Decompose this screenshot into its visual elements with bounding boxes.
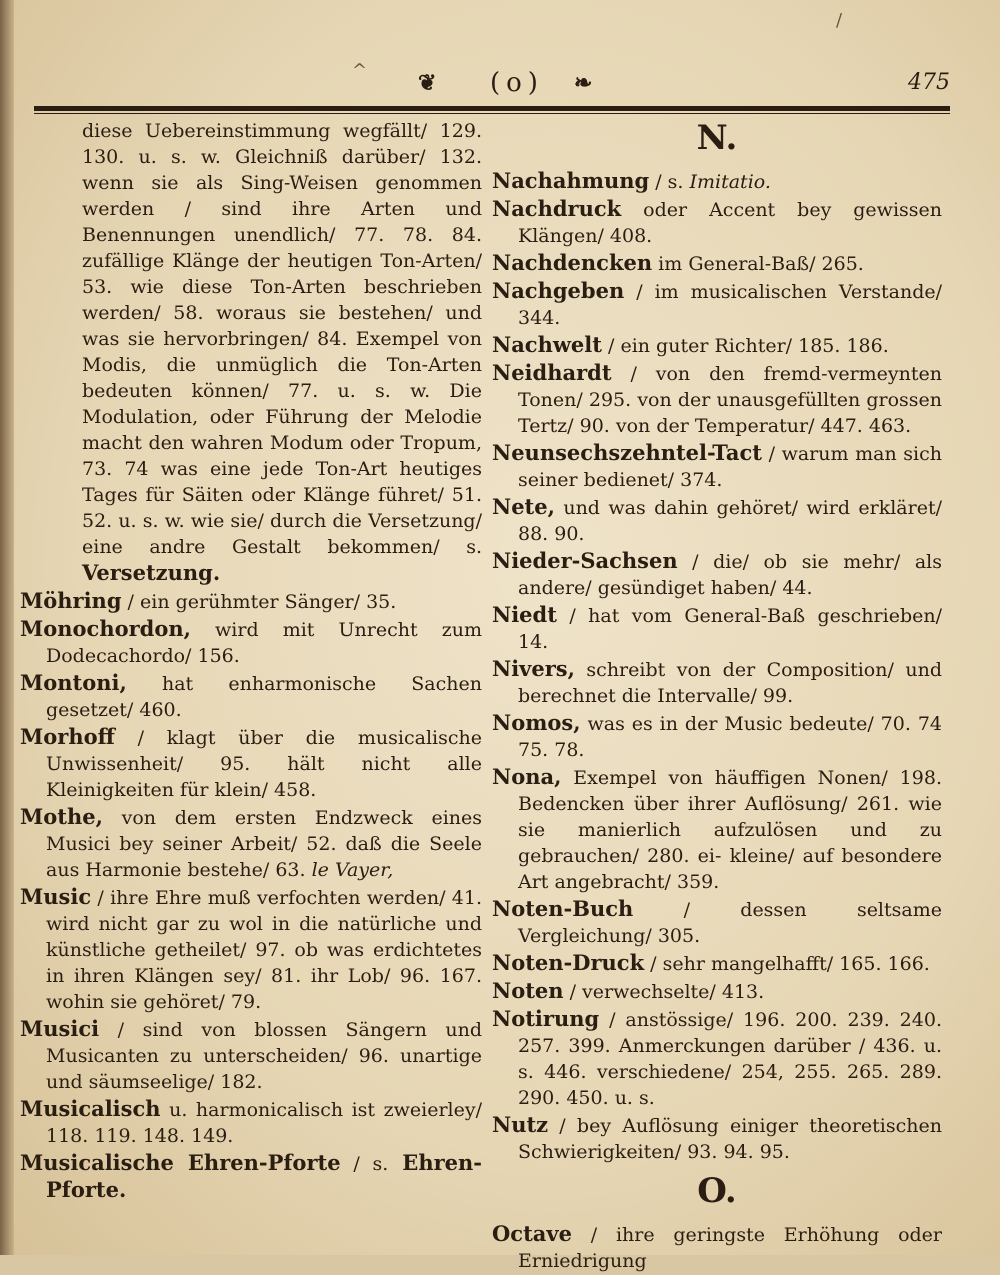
index-entry xyxy=(492,950,942,977)
entry-term: Neidhardt xyxy=(492,360,612,385)
index-entries-n xyxy=(492,168,942,1165)
index-entry xyxy=(492,278,942,331)
entry-term: Monochordon, xyxy=(20,616,191,641)
entry-text: / dessen seltsame Vergleichung/ 305. xyxy=(518,899,942,947)
entry-text: Exempel von häuffigen Nonen/ 198. Bedencken über ihrer Auflösung/ 261. wie sie manierlich aufzulösen und zu gebrauchen/ 280. ei- kleine/ auf besondere Art angebracht/ 359. xyxy=(518,767,942,893)
entry-term: Noten-Druck xyxy=(492,950,645,975)
continued-entry: diese Uebereinstimmung wegfällt/ 129. 130. u. s. w. Gleichniß darüber/ 132. wenn sie als Sing-Weisen genommen werden / sind ihre Arten und Benennungen unendlich/ 77. 78. 84. zufällige Klänge der heutigen Ton-Arten/ 53. wie diese Ton-Arten beschrieben werden/ 58. woraus sie bestehen/ und was sie hervorbringen/ 84. Exempel von Modis, die unmüglich die Ton-Arten bedeuten können/ 77. u. s. w. Die Modulation, oder Führung der Melodie macht den wahren Modum oder Tropum, 73. 74 was eine jede Ton-Art heutiges Tages für Säiten oder Klänge führet/ 51. 52. u. s. w. wie sie/ durch die Versetzung/ eine andre Gestalt bekommen/ s. Versetzung. xyxy=(82,120,482,585)
index-entry xyxy=(492,656,942,709)
entry-term: Mothe, xyxy=(20,804,103,829)
index-entry xyxy=(492,196,942,249)
index-entries-o xyxy=(492,1221,942,1274)
entry-text: / ein guter Richter/ 185. 186. xyxy=(601,335,889,357)
entry-term: Morhoff xyxy=(20,724,115,749)
entry-text: / s. xyxy=(649,171,684,193)
index-entry xyxy=(20,670,482,723)
entry-term: Music xyxy=(20,884,92,909)
entry-text: im General-Baß/ 265. xyxy=(652,253,864,275)
entry-term: Musicalisch xyxy=(20,1096,161,1121)
section-letter-n: N. xyxy=(696,118,738,158)
entry-text: schreibt von der Composition/ und berechnet die Intervalle/ 99. xyxy=(518,659,942,707)
entry-term: Nachdruck xyxy=(492,196,622,221)
page-binding-edge xyxy=(0,0,14,1255)
entry-text: / ihre geringste Erhöhung oder Erniedrigung xyxy=(518,1224,942,1272)
ornament-left-icon: ❦ xyxy=(418,70,437,96)
entry-term: Nachahmung xyxy=(492,168,650,193)
entry-text: oder Accent bey gewissen Klängen/ 408. xyxy=(518,199,942,247)
margin-mark: / xyxy=(836,10,843,31)
index-entry xyxy=(492,494,942,547)
entry-italic-text: le Vayer, xyxy=(305,859,394,881)
left-column xyxy=(20,118,482,1205)
index-entry xyxy=(492,978,942,1005)
index-entry xyxy=(492,710,942,763)
ornament-right-icon: ❧ xyxy=(574,70,593,96)
entry-text: / die/ ob sie mehr/ als andere/ gesündiget haben/ 44. xyxy=(518,551,942,599)
index-entries-m xyxy=(20,588,482,1204)
entry-term: Nomos, xyxy=(492,710,581,735)
entry-text: / sehr mangelhafft/ 165. 166. xyxy=(644,953,930,975)
cross-reference: Ehren-Pforte. xyxy=(46,1150,482,1202)
index-entry xyxy=(492,1006,942,1111)
entry-term: Nachwelt xyxy=(492,332,602,357)
entry-text: was es in der Music bedeute/ 70. 74 75. 78. xyxy=(518,713,942,761)
index-entry xyxy=(492,168,942,195)
entry-term: Noten-Buch xyxy=(492,896,634,921)
index-entry xyxy=(492,332,942,359)
entry-text: / klagt über die musicalische Unwissenheit/ 95. hält nicht alle Kleinigkeiten für klein/ 458. xyxy=(46,727,482,801)
entry-term: Nivers, xyxy=(492,656,575,681)
entry-term: Notirung xyxy=(492,1006,600,1031)
entry-text: von dem ersten Endzweck eines Musici bey seiner Arbeit/ 52. daß die Seele aus Harmonie bestehe/ 63. xyxy=(46,807,482,881)
index-entry xyxy=(492,764,942,895)
right-column xyxy=(492,118,942,1275)
index-entry xyxy=(20,804,482,883)
entry-text: / warum man sich seiner bedienet/ 374. xyxy=(518,443,942,491)
cross-reference: Versetzung. xyxy=(82,560,221,585)
index-entry xyxy=(20,1096,482,1149)
index-entry xyxy=(492,250,942,277)
entry-text: / verwechselte/ 413. xyxy=(563,981,765,1003)
entry-text: / bey Auflösung einiger theoretischen Schwierigkeiten/ 93. 94. 95. xyxy=(518,1115,942,1163)
entry-term: Nachgeben xyxy=(492,278,625,303)
entry-term: Montoni, xyxy=(20,670,127,695)
entry-term: Niedt xyxy=(492,602,557,627)
index-entry xyxy=(492,360,942,439)
entry-term: Musici xyxy=(20,1016,100,1041)
entry-text: u. harmonicalisch ist zweierley/ 118. 119. 148. 149. xyxy=(46,1099,482,1147)
entry-term: Nona, xyxy=(492,764,562,789)
index-entry xyxy=(492,548,942,601)
entry-text: / s. xyxy=(340,1153,389,1175)
entry-text: / ihre Ehre muß verfochten werden/ 41. wird nicht gar zu wol in die natürliche und künstliche getheilet/ 97. ob was erdichtetes in ihren Klängen sey/ 81. ihr Lob/ 96. 167. wohin sie gehöret/ 79. xyxy=(46,887,482,1013)
entry-text: / im musicalischen Verstande/ 344. xyxy=(518,281,942,329)
index-entry xyxy=(20,616,482,669)
signature-mark: (o) xyxy=(490,68,544,98)
entry-term: Nachdencken xyxy=(492,250,653,275)
entry-text: / von den fremd-vermeynten Tonen/ 295. von der unausgefüllten grossen Tertz/ 90. von der Temperatur/ 447. 463. xyxy=(518,363,942,437)
entry-term: Neunsechszehntel-Tact xyxy=(492,440,762,465)
entry-text: und was dahin gehöret/ wird erkläret/ 88. 90. xyxy=(518,497,942,545)
index-entry xyxy=(492,1112,942,1165)
entry-text: hat enharmonische Sachen gesetzet/ 460. xyxy=(46,673,482,721)
index-entry xyxy=(492,602,942,655)
index-entry xyxy=(20,724,482,803)
index-entry xyxy=(20,1150,482,1204)
index-entry xyxy=(492,1221,942,1274)
entry-text: wird mit Unrecht zum Dodecachordo/ 156. xyxy=(46,619,482,667)
header-rule-thin xyxy=(34,113,950,114)
entry-term: Octave xyxy=(492,1221,572,1246)
entry-term: Nieder-Sachsen xyxy=(492,548,678,573)
entry-text: / ein gerühmter Sänger/ 35. xyxy=(121,591,397,613)
index-entry xyxy=(20,884,482,1015)
index-entry xyxy=(20,588,482,615)
header-rule xyxy=(34,106,950,111)
entry-term: Nete, xyxy=(492,494,555,519)
margin-mark: ^ xyxy=(352,60,368,81)
entry-text: / anstössige/ 196. 200. 239. 240. 257. 399. Anmerckungen darüber / 436. u. s. 446. verschiedene/ 254, 255. 265. 289. 290. 450. u. s. xyxy=(518,1009,942,1109)
page-number: 475 xyxy=(908,70,950,95)
entry-italic-text: Imitatio. xyxy=(683,171,771,193)
entry-term: Nutz xyxy=(492,1112,549,1137)
entry-text: / hat vom General-Baß geschrieben/ 14. xyxy=(518,605,942,653)
page-header xyxy=(34,66,950,100)
index-entry xyxy=(492,440,942,493)
section-letter-o: O. xyxy=(697,1171,737,1211)
entry-term: Noten xyxy=(492,978,564,1003)
entry-term: Musicalische Ehren-Pforte xyxy=(20,1150,341,1175)
index-entry xyxy=(492,896,942,949)
entry-term: Möhring xyxy=(20,588,122,613)
index-entry xyxy=(20,1016,482,1095)
entry-text: / sind von blossen Sängern und Musicanten zu unterscheiden/ 96. unartige und säumseelige/ 182. xyxy=(46,1019,482,1093)
